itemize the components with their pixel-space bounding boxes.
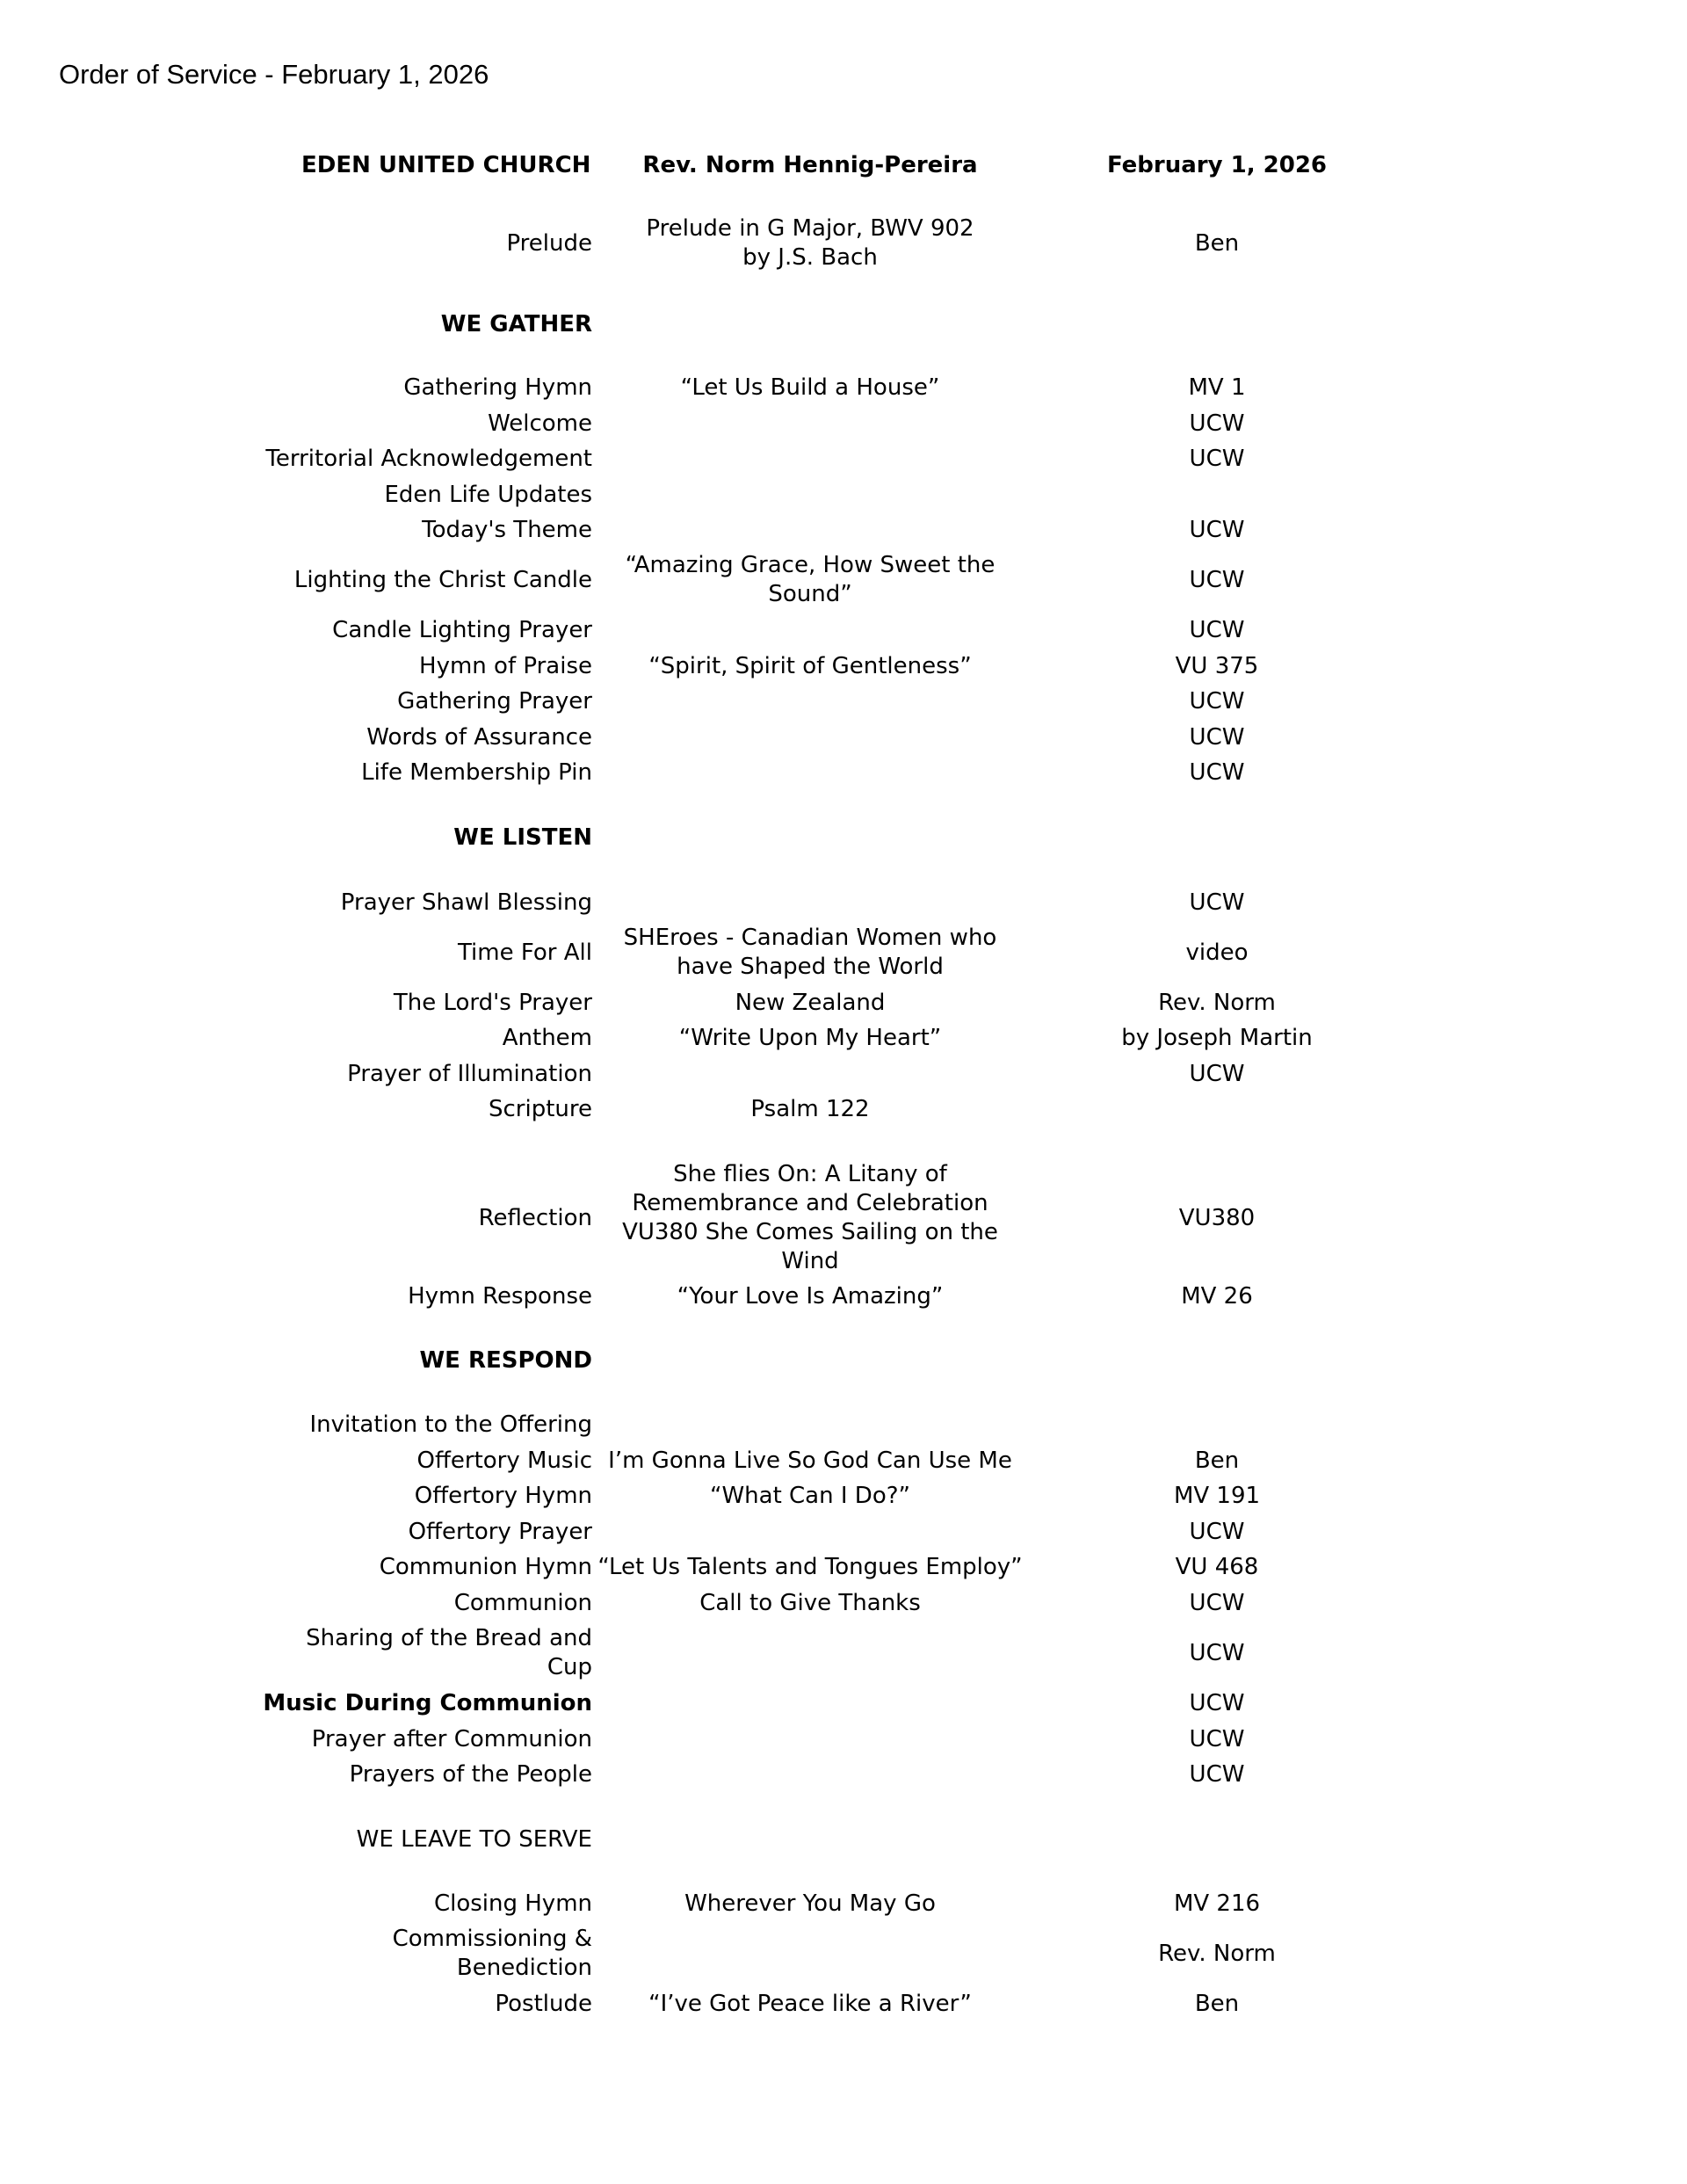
item-label: Prayer Shawl Blessing: [340, 889, 592, 916]
item-leader: MV 26: [1181, 1282, 1253, 1310]
item-title: Prelude in G Major, BWV 902 by J.S. Bach: [646, 215, 974, 271]
item-title: “Your Love Is Amazing”: [677, 1282, 944, 1310]
item-title: “Let Us Build a House”: [680, 374, 940, 401]
item-leader: UCW: [1189, 410, 1245, 437]
item-label: Prelude: [506, 229, 592, 257]
item-label: Prayers of the People: [349, 1760, 592, 1788]
item-leader: MV 216: [1173, 1890, 1261, 1917]
item-label: Prayer of Illumination: [347, 1060, 592, 1087]
item-leader: Rev. Norm: [1158, 989, 1276, 1016]
item-title: I’m Gonna Live So God Can Use Me: [608, 1447, 1012, 1474]
item-leader: VU380: [1178, 1204, 1256, 1231]
item-leader: UCW: [1189, 1725, 1245, 1752]
item-label: Anthem: [502, 1024, 592, 1051]
item-label: Invitation to the Offering: [309, 1411, 592, 1438]
item-leader: UCW: [1189, 1060, 1245, 1087]
item-title: “Let Us Talents and Tongues Employ”: [597, 1553, 1023, 1580]
item-label: Today's Theme: [422, 516, 592, 543]
church-name: EDEN UNITED CHURCH: [301, 152, 591, 178]
section-heading: WE GATHER: [440, 310, 592, 337]
item-leader: UCW: [1189, 516, 1245, 543]
item-leader: VU 468: [1175, 1553, 1259, 1580]
item-leader: UCW: [1189, 1639, 1245, 1666]
item-leader: video: [1185, 939, 1249, 966]
item-label: Music During Communion: [263, 1689, 592, 1716]
item-leader: by Joseph Martin: [1121, 1024, 1313, 1051]
item-leader: Rev. Norm: [1158, 1940, 1276, 1967]
section-heading: WE LEAVE TO SERVE: [356, 1825, 592, 1853]
item-label: Words of Assurance: [366, 723, 592, 751]
section-heading: WE RESPOND: [419, 1346, 592, 1374]
item-label: Eden Life Updates: [384, 481, 592, 508]
item-label: Territorial Acknowledgement: [265, 445, 592, 472]
item-label: Postlude: [495, 1990, 592, 2017]
item-label: The Lord's Prayer: [393, 989, 592, 1016]
item-title: Call to Give Thanks: [699, 1589, 921, 1616]
section-heading: WE LISTEN: [453, 824, 592, 851]
item-label: Reflection: [478, 1204, 592, 1231]
item-leader: Ben: [1194, 229, 1240, 257]
item-leader: UCW: [1189, 566, 1245, 593]
item-label: Gathering Hymn: [403, 374, 592, 401]
item-leader: UCW: [1189, 687, 1245, 715]
item-leader: UCW: [1189, 1689, 1245, 1716]
item-title: She flies On: A Litany of Remembrance and Celebration VU380 She Comes Sailing on the Wind: [622, 1161, 998, 1274]
item-leader: Ben: [1194, 1990, 1240, 2017]
service-date: February 1, 2026: [1106, 152, 1328, 178]
item-label: Life Membership Pin: [361, 758, 592, 786]
item-label: Candle Lighting Prayer: [332, 616, 592, 643]
item-leader: UCW: [1189, 616, 1245, 643]
item-leader: MV 191: [1173, 1482, 1261, 1509]
item-leader: UCW: [1189, 889, 1245, 916]
item-label: Commissioning & Benediction: [392, 1926, 592, 1981]
item-label: Welcome: [488, 410, 592, 437]
item-label: Scripture: [488, 1095, 592, 1122]
item-title: “Write Upon My Heart”: [678, 1024, 942, 1051]
item-leader: VU 375: [1175, 652, 1259, 679]
item-label: Lighting the Christ Candle: [293, 566, 592, 593]
item-label: Offertory Prayer: [408, 1518, 592, 1545]
item-title: SHEroes - Canadian Women who have Shaped the World: [623, 925, 997, 980]
item-title: “Spirit, Spirit of Gentleness”: [648, 652, 972, 679]
item-label: Hymn Response: [408, 1282, 592, 1310]
item-title: “Amazing Grace, How Sweet the Sound”: [625, 552, 996, 607]
item-title: New Zealand: [735, 989, 886, 1016]
item-label: Offertory Music: [416, 1447, 592, 1474]
item-label: Gathering Prayer: [397, 687, 592, 715]
item-label: Offertory Hymn: [414, 1482, 592, 1509]
item-leader: Ben: [1194, 1447, 1240, 1474]
item-label: Closing Hymn: [433, 1890, 592, 1917]
item-leader: UCW: [1189, 1518, 1245, 1545]
item-title: “I’ve Got Peace like a River”: [648, 1990, 972, 2017]
item-leader: UCW: [1189, 1589, 1245, 1616]
item-leader: UCW: [1189, 445, 1245, 472]
item-leader: UCW: [1189, 1760, 1245, 1788]
item-leader: MV 1: [1188, 374, 1246, 401]
item-label: Time For All: [457, 939, 592, 966]
item-label: Prayer after Communion: [311, 1725, 592, 1752]
item-label: Sharing of the Bread and Cup: [306, 1625, 592, 1680]
item-leader: UCW: [1189, 723, 1245, 751]
item-title: Psalm 122: [750, 1095, 870, 1122]
item-label: Communion Hymn: [379, 1553, 592, 1580]
minister-name: Rev. Norm Hennig-Pereira: [642, 152, 978, 178]
item-label: Communion: [453, 1589, 592, 1616]
item-leader: UCW: [1189, 758, 1245, 786]
item-title: Wherever You May Go: [684, 1890, 936, 1917]
item-label: Hymn of Praise: [419, 652, 592, 679]
page-title: Order of Service - February 1, 2026: [59, 59, 489, 90]
item-title: “What Can I Do?”: [709, 1482, 910, 1509]
